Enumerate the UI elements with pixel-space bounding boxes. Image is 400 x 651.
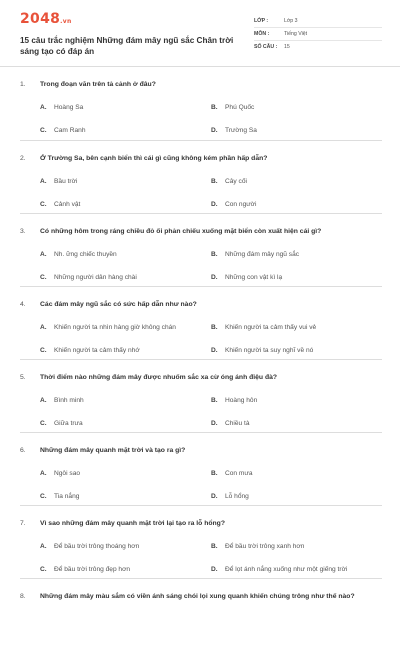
option-letter: A. <box>40 543 47 550</box>
option-letter: A. <box>40 178 47 185</box>
option-letter: C. <box>40 420 47 427</box>
option-letter: B. <box>211 178 218 185</box>
question-number: 4. <box>20 301 26 308</box>
option-a[interactable] <box>40 178 77 186</box>
question-list <box>0 67 400 651</box>
info-label: MÔN : <box>254 31 270 37</box>
question-item <box>20 360 382 433</box>
option-letter: B. <box>211 397 218 404</box>
option-letter: C. <box>40 566 47 573</box>
question-number: 5. <box>20 374 26 381</box>
info-row-count <box>254 41 382 53</box>
option-b[interactable] <box>211 543 304 551</box>
question-number: 3. <box>20 228 26 235</box>
option-text: Cảnh vật <box>54 201 81 208</box>
question-item <box>20 67 382 141</box>
worksheet-header <box>0 0 400 67</box>
question-item <box>20 214 382 287</box>
question-text: Những đám mây màu sắm có viền ánh sáng chói lọi xung quanh khiến chúng trông như thế nào? <box>40 593 355 600</box>
option-letter: C. <box>40 201 47 208</box>
option-b[interactable] <box>211 324 316 332</box>
option-b[interactable] <box>211 251 299 259</box>
option-text: Hoàng Sa <box>54 104 84 111</box>
option-a[interactable] <box>40 251 117 259</box>
question-text: Vì sao những đám mây quanh mặt trời lại tạo ra lỗ hổng? <box>40 520 225 527</box>
option-text: Ngôi sao <box>54 470 81 477</box>
option-text: Khiến người ta cảm thấy vui vẻ <box>225 324 317 331</box>
question-text: Thời điểm nào những đám mây được nhuốm sắc xa cừ óng ánh điệu đà? <box>40 374 278 381</box>
info-value: Lớp 3 <box>284 18 298 24</box>
option-text: Phú Quốc <box>225 104 255 111</box>
option-text: Khiến người ta suy nghĩ về nó <box>225 347 314 354</box>
option-b[interactable] <box>211 104 254 112</box>
option-text: Cây cối <box>225 178 247 185</box>
info-panel <box>254 15 382 66</box>
option-letter: D. <box>211 347 218 354</box>
option-text: Để lọt ánh nắng xuống như một giếng trời <box>225 566 348 573</box>
option-d[interactable] <box>211 420 250 428</box>
option-text: Lỗ hổng <box>225 493 249 500</box>
option-text: Để bầu trời trông đẹp hơn <box>54 566 131 573</box>
option-b[interactable] <box>211 178 247 186</box>
option-c[interactable] <box>40 201 80 209</box>
question-text: Có những hôm trong ráng chiều đỏ ối phản chiếu xuống mặt biển còn xuất hiện cái gì? <box>40 228 322 235</box>
question-text: Các đám mây ngũ sắc có sức hấp dẫn như nào? <box>40 301 197 308</box>
option-d[interactable] <box>211 201 256 209</box>
info-row-subject <box>254 28 382 41</box>
logo-text: 2048 <box>20 11 61 27</box>
option-letter: A. <box>40 104 47 111</box>
option-letter: B. <box>211 251 218 258</box>
option-text: Con người <box>225 201 257 208</box>
option-text: Bầu trời <box>54 178 78 185</box>
option-text: Bình minh <box>54 397 84 404</box>
option-a[interactable] <box>40 324 176 332</box>
option-text: Chiều tà <box>225 420 250 427</box>
question-text: Trong đoạn văn trên tả cảnh ở đâu? <box>40 81 156 88</box>
option-letter: D. <box>211 274 218 281</box>
info-label: LỚP : <box>254 18 269 24</box>
option-letter: A. <box>40 251 47 258</box>
option-letter: B. <box>211 543 218 550</box>
header-left <box>20 11 240 66</box>
option-text: Con mưa <box>225 470 253 477</box>
option-letter: C. <box>40 347 47 354</box>
question-item <box>20 287 382 360</box>
question-text: Ở Trường Sa, bên cạnh biển thì cái gì cũng không kém phần hấp dẫn? <box>40 155 268 162</box>
option-letter: B. <box>211 324 218 331</box>
option-d[interactable] <box>211 493 249 501</box>
option-text: Những con vật kì lạ <box>225 274 283 281</box>
option-c[interactable] <box>40 127 86 135</box>
question-number: 7. <box>20 520 26 527</box>
question-item <box>20 579 382 651</box>
option-letter: A. <box>40 324 47 331</box>
option-c[interactable] <box>40 347 140 355</box>
option-letter: B. <box>211 470 218 477</box>
option-d[interactable] <box>211 566 347 574</box>
option-letter: D. <box>211 201 218 208</box>
option-text: Những đám mây ngũ sắc <box>225 251 300 258</box>
question-text: Những đám mây quanh mặt trời và tạo ra gì? <box>40 447 186 454</box>
page-title: 15 câu trắc nghiệm Những đám mây ngũ sắc Chân trời sáng tạo có đáp án <box>20 36 234 56</box>
site-logo[interactable] <box>20 11 240 30</box>
option-c[interactable] <box>40 420 83 428</box>
option-b[interactable] <box>211 397 257 405</box>
question-number: 1. <box>20 81 26 88</box>
option-a[interactable] <box>40 470 80 478</box>
option-text: Để bầu trời trông xanh hơn <box>225 543 305 550</box>
option-letter: C. <box>40 127 47 134</box>
option-letter: A. <box>40 397 47 404</box>
option-d[interactable] <box>211 274 282 282</box>
question-item <box>20 433 382 506</box>
option-text: Nh. ững chiếc thuyền <box>54 251 117 258</box>
option-letter: D. <box>211 493 218 500</box>
option-text: Những người dân hàng chài <box>54 274 137 281</box>
info-label: SỐ CÂU : <box>254 44 278 50</box>
option-letter: D. <box>211 127 218 134</box>
option-text: Trường Sa <box>225 127 257 134</box>
info-value: 15 <box>284 44 290 50</box>
option-b[interactable] <box>211 470 253 478</box>
option-text: Để bầu trời trông thoáng hơn <box>54 543 140 550</box>
option-a[interactable] <box>40 104 83 112</box>
question-number: 8. <box>20 593 26 600</box>
option-a[interactable] <box>40 397 84 405</box>
option-letter: B. <box>211 104 218 111</box>
logo-domain: .vn <box>60 18 72 25</box>
option-text: Hoàng hôn <box>225 397 258 404</box>
option-text: Giữa trưa <box>54 420 83 427</box>
question-number: 2. <box>20 155 26 162</box>
option-letter: D. <box>211 420 218 427</box>
option-d[interactable] <box>211 347 313 355</box>
option-d[interactable] <box>211 127 257 135</box>
option-text: Tia nắng <box>54 493 80 500</box>
question-item <box>20 506 382 579</box>
info-value: Tiếng Việt <box>284 31 308 37</box>
option-a[interactable] <box>40 543 139 551</box>
info-row-grade <box>254 15 382 28</box>
option-letter: D. <box>211 566 218 573</box>
option-letter: C. <box>40 274 47 281</box>
option-text: Khiến người ta nhìn hàng giờ không chán <box>54 324 176 331</box>
option-text: Cam Ranh <box>54 127 86 134</box>
option-text: Khiến người ta cảm thấy nhớ <box>54 347 140 354</box>
option-letter: A. <box>40 470 47 477</box>
question-item <box>20 141 382 214</box>
option-c[interactable] <box>40 493 79 501</box>
option-c[interactable] <box>40 274 137 282</box>
option-c[interactable] <box>40 566 130 574</box>
option-letter: C. <box>40 493 47 500</box>
question-number: 6. <box>20 447 26 454</box>
